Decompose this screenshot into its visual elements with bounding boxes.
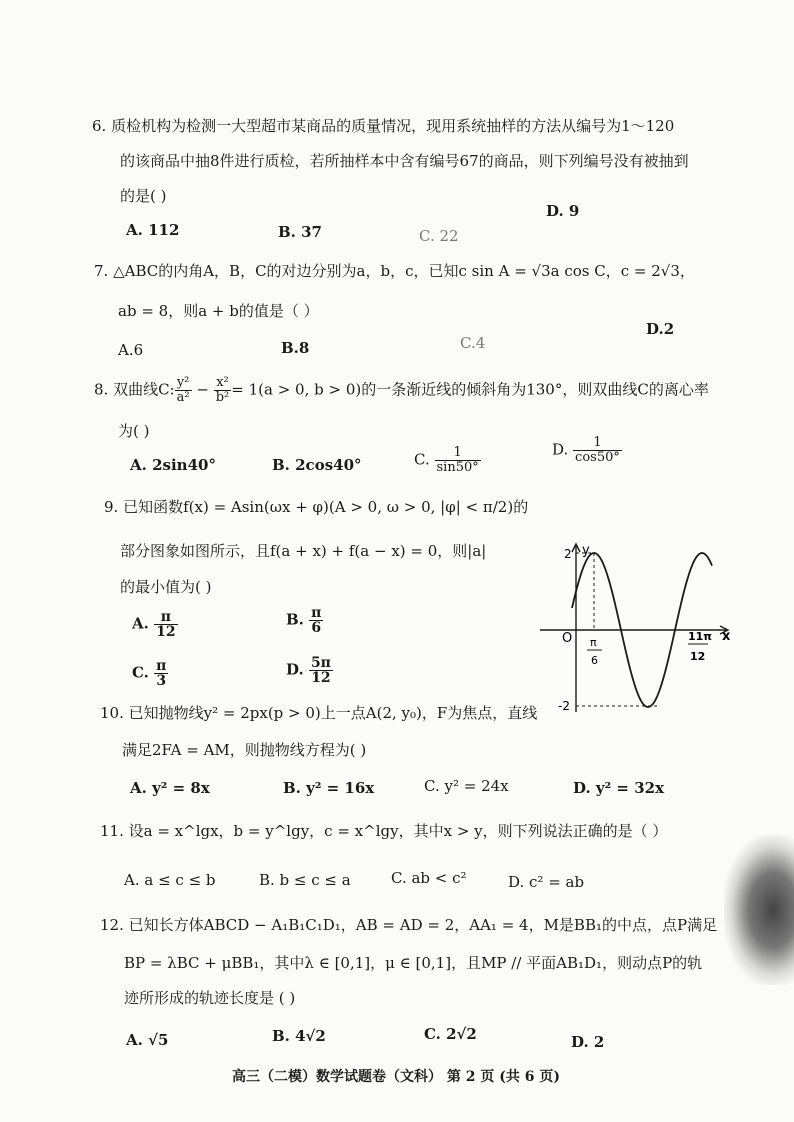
q9-option-b xyxy=(286,606,323,635)
q9-option-b-num: π xyxy=(311,605,322,621)
q8-option-d-den: cos50° xyxy=(575,450,620,465)
q9-option-a-num: π xyxy=(154,610,177,625)
q8-frac-x xyxy=(214,376,232,405)
scan-smudge xyxy=(724,835,794,985)
q10-option-b: B. y² = 16x xyxy=(283,779,375,797)
q9-tick2-num: 11π xyxy=(688,630,713,643)
q8-option-d-label: D. xyxy=(552,440,569,459)
q9-option-d-num: 5π xyxy=(310,655,331,671)
q6-option-c: C. 22 xyxy=(419,227,459,245)
q12-option-d: D. 2 xyxy=(571,1033,605,1051)
q8-frac-x-num: x² xyxy=(214,376,232,391)
q9-option-b-label: B. xyxy=(286,610,304,629)
q6-line3: 的是( ) xyxy=(120,187,167,205)
q12-line1: 12. 已知长方体ABCD − A₁B₁C₁D₁，AB = AD = 2，AA₁ = 4，M是BB₁的中点，点P满足 xyxy=(100,916,718,934)
q12-line2: BP = λBC + μBB₁，其中λ ∈ [0,1]，μ ∈ [0,1]，且MP // 平面AB₁D₁，则动点P的轨 xyxy=(124,954,703,972)
q8-line2: 为( ) xyxy=(118,422,150,440)
q9-line3: 的最小值为( ) xyxy=(120,578,212,596)
q8-frac-x-den: b² xyxy=(215,390,230,405)
q9-sine-graph xyxy=(536,540,736,720)
q9-line2: 部分图象如图所示，且f(a + x) + f(a − x) = 0，则|a| xyxy=(120,542,487,560)
q9-option-a-label: A. xyxy=(132,614,149,633)
q9-tick1-den: 6 xyxy=(591,654,598,667)
q9-option-c-frac xyxy=(154,659,168,688)
q8-option-b: B. 2cos40° xyxy=(272,456,362,474)
q8-option-d-num: 1 xyxy=(573,436,622,451)
q10-option-c: C. y² = 24x xyxy=(424,777,509,795)
q8-option-d-frac xyxy=(573,436,622,465)
q8-option-c-den: sin50° xyxy=(436,460,479,475)
q12-option-a: A. √5 xyxy=(126,1031,169,1049)
q7-option-b: B.8 xyxy=(281,339,310,357)
q9-option-d-frac xyxy=(309,656,333,685)
q10-line1: 10. 已知抛物线y² = 2px(p > 0)上一点A(2, y₀)，F为焦点，直线 xyxy=(100,704,538,722)
q9-tick2-den: 12 xyxy=(690,650,706,663)
q11-option-d: D. c² = ab xyxy=(508,873,585,891)
q12-line3: 迹所形成的轨迹长度是 ( ) xyxy=(124,989,296,1007)
q8-option-c-label: C. xyxy=(414,450,430,469)
q6-option-b: B. 37 xyxy=(278,223,322,241)
q11-line1: 11. 设a = x^lgx，b = y^lgy，c = x^lgy，其中x > y，则下列说法正确的是（ ） xyxy=(100,822,668,840)
q9-ymax-label: 2 xyxy=(564,547,572,561)
q8-option-d xyxy=(552,436,622,465)
q8-frac-y-num: y² xyxy=(175,376,192,391)
q9-ymin-label: -2 xyxy=(558,699,570,713)
q7-option-c: C.4 xyxy=(460,334,486,352)
q8-frac-y-den: a² xyxy=(176,390,190,405)
q9-option-d xyxy=(286,656,333,685)
q9-line1: 9. 已知函数f(x) = Asin(ωx + φ)(A > 0, ω > 0, |φ| < π/2)的 xyxy=(104,498,529,516)
q7-line1: 7. △ABC的内角A，B，C的对边分别为a，b，c，已知c sin A = √3a cos C，c = 2√3， xyxy=(94,262,695,280)
q9-option-a xyxy=(132,610,178,639)
q10-option-d: D. y² = 32x xyxy=(573,779,665,797)
q8-line1-prefix: 8. 双曲线C: xyxy=(94,380,175,399)
q11-option-c: C. ab < c² xyxy=(391,869,467,887)
q9-option-c xyxy=(132,659,168,688)
q11-option-b: B. b ≤ c ≤ a xyxy=(259,871,351,889)
q6-line2: 的该商品中抽8件进行质检，若所抽样本中含有编号67的商品，则下列编号没有被抽到 xyxy=(120,152,689,170)
q9-origin-label: O xyxy=(562,631,573,646)
q8-line1-suffix: = 1(a > 0, b > 0)的一条渐近线的倾斜角为130°，则双曲线C的离心率 xyxy=(231,380,709,399)
q9-option-b-den: 6 xyxy=(311,620,322,636)
q11-option-a: A. a ≤ c ≤ b xyxy=(124,871,216,889)
q9-option-d-den: 12 xyxy=(311,670,331,686)
q10-option-a: A. y² = 8x xyxy=(130,779,210,797)
q8-option-c xyxy=(414,446,481,475)
q12-option-b: B. 4√2 xyxy=(272,1027,326,1045)
q6-line1: 6. 质检机构为检测一大型超市某商品的质量情况，现用系统抽样的方法从编号为1～120 xyxy=(92,117,675,135)
q7-option-a: A.6 xyxy=(118,341,144,359)
q12-option-c: C. 2√2 xyxy=(424,1025,477,1043)
q9-option-d-label: D. xyxy=(286,660,304,679)
q9-option-b-frac xyxy=(309,606,323,635)
q6-option-d: D. 9 xyxy=(546,202,580,220)
q9-option-c-label: C. xyxy=(132,663,149,682)
q8-option-a: A. 2sin40° xyxy=(130,456,216,474)
page-footer: 高三（二模）数学试题卷（文科） 第 2 页 (共 6 页) xyxy=(232,1069,560,1085)
q7-line2: ab = 8，则a + b的值是（ ） xyxy=(118,302,319,320)
q9-option-a-frac xyxy=(154,610,177,639)
q8-option-c-frac xyxy=(435,446,481,475)
q6-option-a: A. 112 xyxy=(126,221,180,239)
q9-option-a-den: 12 xyxy=(156,624,176,640)
q9-y-axis-label: y xyxy=(582,543,590,558)
q10-line2: 满足2FA = AM，则抛物线方程为( ) xyxy=(122,741,367,759)
q8-frac-y xyxy=(175,376,192,405)
q9-option-c-num: π xyxy=(156,658,167,674)
q8-option-c-num: 1 xyxy=(435,446,481,461)
q9-tick1-num: π xyxy=(590,636,597,649)
q9-x-axis-label: x xyxy=(722,629,731,644)
q7-option-d: D.2 xyxy=(646,320,675,338)
q8-line1: 8. 双曲线C: $\frac{\text{y²}}{\text{a²}}$ − $\frac{\text{x²}}{\text{b²}}$ = 1(a > 0, b > 0)的一条渐近线的倾斜角为130°，则双曲线C的离心率 xyxy=(94,375,709,405)
q9-option-c-den: 3 xyxy=(156,673,167,689)
